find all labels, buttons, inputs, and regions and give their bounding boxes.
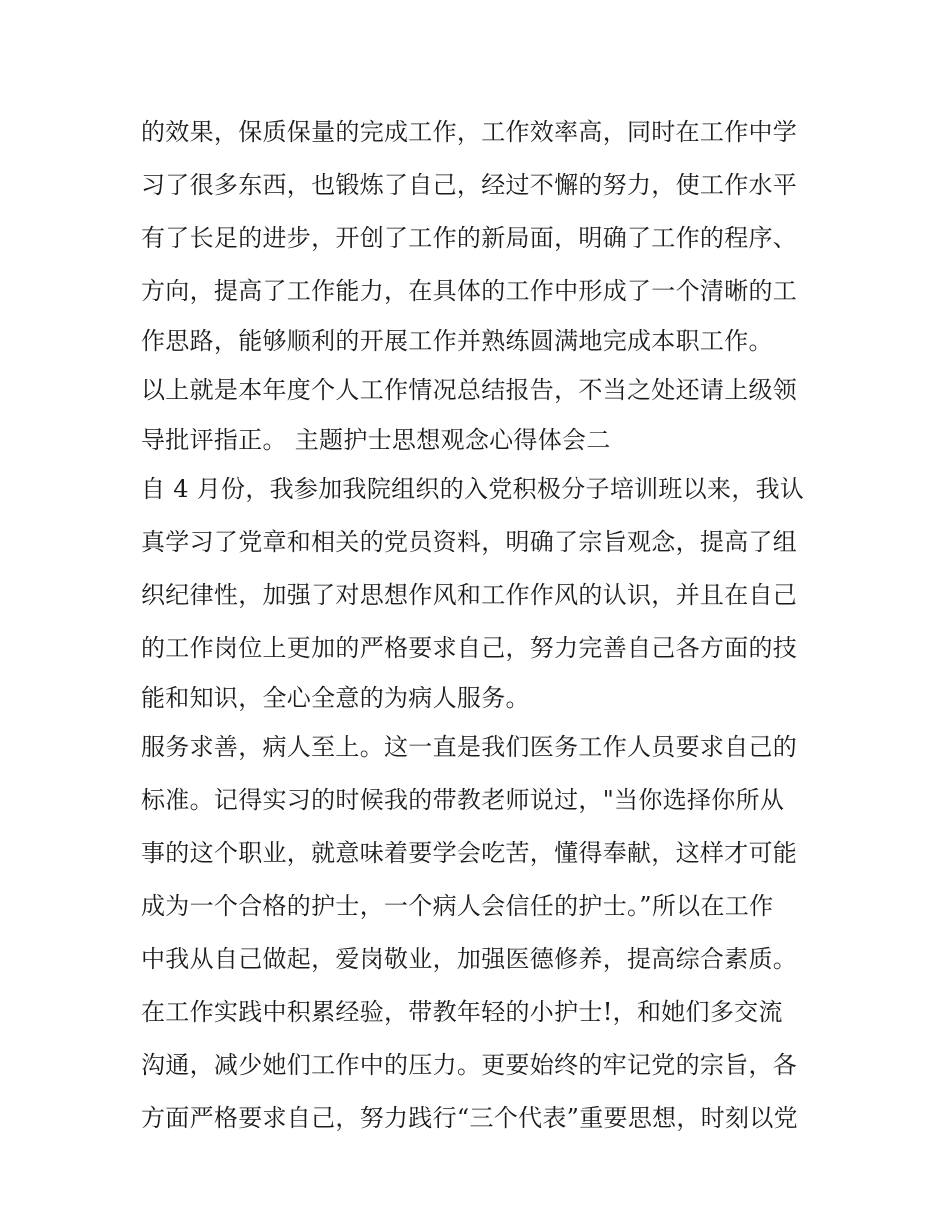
text-line: 的工作岗位上更加的严格要求自己，努力完善自己各方面的技 bbox=[141, 634, 798, 662]
text-line: 习了很多东西，也锻炼了自己，经过不懈的努力，使工作水平 bbox=[141, 171, 798, 199]
text-line: 成为一个合格的护士，一个病人会信任的护士。”所以在工作 bbox=[141, 892, 774, 920]
text-line: 方面严格要求自己，努力践行“三个代表”重要思想，时刻以党 bbox=[141, 1104, 798, 1132]
text-line: 有了长足的进步，开创了工作的新局面，明确了工作的程序、 bbox=[141, 224, 798, 252]
document-body bbox=[141, 106, 821, 1145]
text-line: 在工作实践中积累经验，带教年轻的小护士!，和她们多交流 bbox=[141, 998, 783, 1026]
text-line: 真学习了党章和相关的党员资料，明确了宗旨观念，提高了组 bbox=[141, 528, 798, 556]
text-line: 方向，提高了工作能力，在具体的工作中形成了一个清晰的工 bbox=[141, 277, 798, 305]
text-line: 以上就是本年度个人工作情况总结报告，不当之处还请上级领 bbox=[141, 376, 798, 404]
text-line: 能和知识，全心全意的为病人服务。 bbox=[141, 684, 530, 712]
text-line: 沟通，减少她们工作中的压力。更要始终的牢记党的宗旨，各 bbox=[141, 1051, 798, 1079]
text-line: 服务求善，病人至上。这一直是我们医务工作人员要求自己的 bbox=[141, 733, 798, 761]
text-line: 中我从自己做起，爱岗敬业，加强医德修养，提高综合素质。 bbox=[141, 945, 798, 973]
text-line: 作思路，能够顺利的开展工作并熟练圆满地完成本职工作。 bbox=[141, 327, 773, 355]
text-line: 导批评指正。 主题护士思想观念心得体会二 bbox=[141, 426, 611, 454]
text-line: 自 4 月份，我参加我院组织的入党积极分子培训班以来，我认 bbox=[141, 475, 805, 503]
text-line: 织纪律性，加强了对思想作风和工作作风的认识，并且在自己 bbox=[141, 581, 798, 609]
text-line: 标准。记得实习的时候我的带教老师说过，"当你选择你所从 bbox=[141, 786, 785, 814]
text-line: 事的这个职业，就意味着要学会吃苦，懂得奉献，这样才可能 bbox=[141, 839, 798, 867]
text-line: 的效果，保质保量的完成工作，工作效率高，同时在工作中学 bbox=[141, 118, 798, 146]
